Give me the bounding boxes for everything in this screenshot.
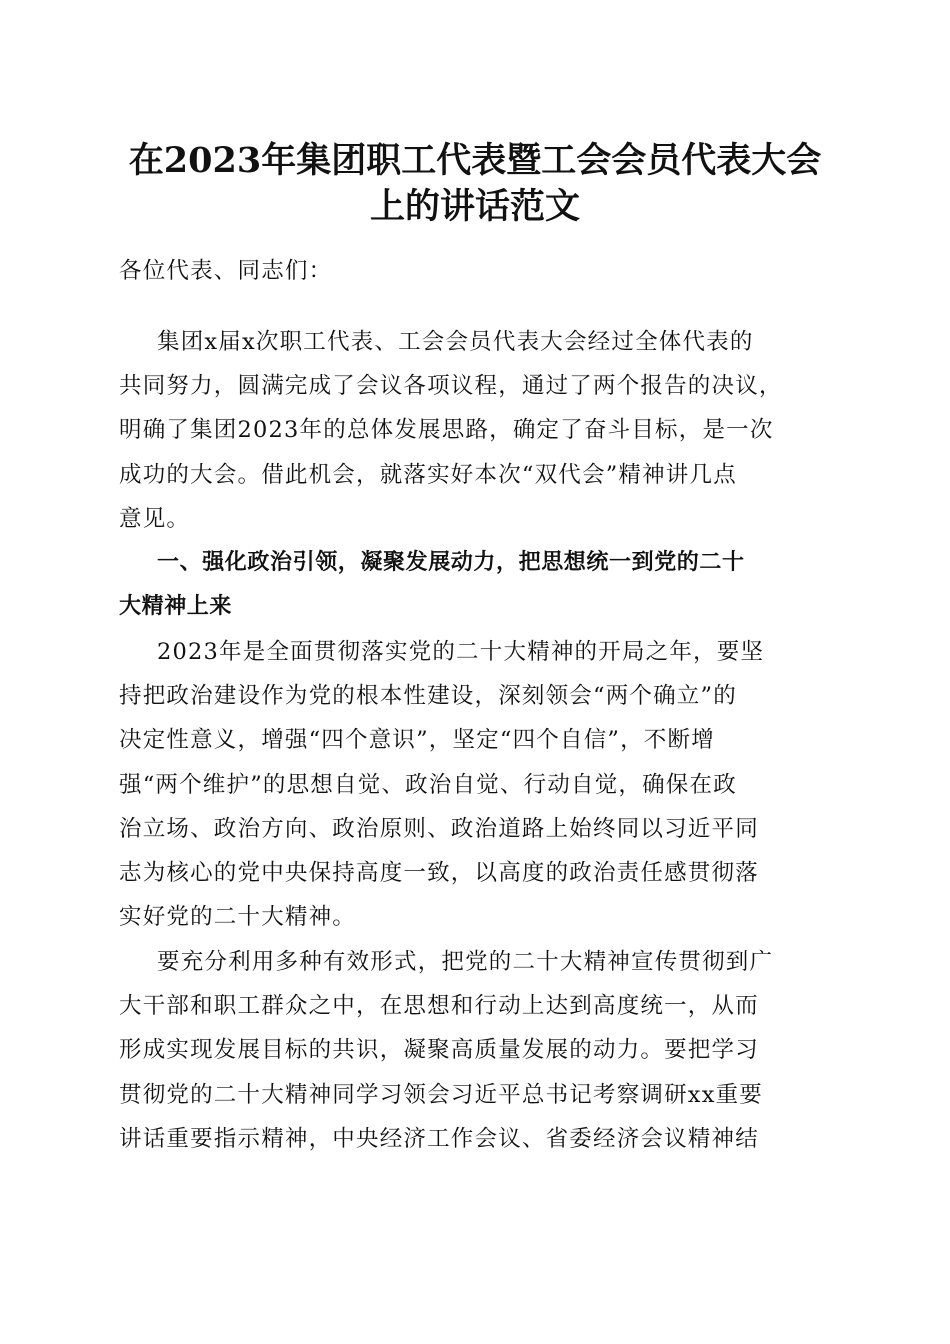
paragraph-line: 明确了集团2023年的总体发展思路，确定了奋斗目标，是一次 [119, 417, 774, 443]
paragraph-line: 强“两个维护”的思想自觉、政治自觉、行动自觉，确保在政 [119, 772, 737, 798]
paragraph-line: 意见。 [119, 506, 191, 532]
paragraph-line: 要充分利用多种有效形式，把党的二十大精神宣传贯彻到广 [157, 949, 774, 975]
paragraph-line: 决定性意义，增强“四个意识”，坚定“四个自信”，不断增 [119, 727, 715, 753]
paragraph-line: 实好党的二十大精神。 [119, 904, 357, 930]
paragraph-line: 大干部和职工群众之中，在思想和行动上达到高度统一，从而 [119, 993, 759, 1019]
paragraph-line: 形成实现发展目标的共识，凝聚高质量发展的动力。要把学习 [119, 1037, 759, 1063]
document-title-line-2: 上的讲话范文 [369, 186, 580, 227]
paragraph-line: 治立场、政治方向、政治原则、政治道路上始终同以习近平同 [119, 816, 759, 842]
paragraph-line: 讲话重要指示精神，中央经济工作会议、省委经济会议精神结 [119, 1126, 759, 1152]
paragraph-line: 成功的大会。借此机会，就落实好本次“双代会”精神讲几点 [119, 462, 737, 488]
document-title-line-1: 在2023年集团职工代表暨工会会员代表大会 [128, 140, 822, 181]
paragraph-line: 贯彻党的二十大精神同学习领会习近平总书记考察调研xx重要 [119, 1082, 763, 1108]
paragraph-line: 2023年是全面贯彻落实党的二十大精神的开局之年，要坚 [157, 639, 765, 665]
paragraph-line: 共同努力，圆满完成了会议各项议程，通过了两个报告的决议， [119, 373, 783, 399]
salutation: 各位代表、同志们： [119, 258, 333, 284]
paragraph-line: 持把政治建设作为党的根本性建设，深刻领会“两个确立”的 [119, 683, 737, 709]
section-heading: 一、强化政治引领，凝聚发展动力，把思想统一到党的二十 [157, 550, 745, 575]
section-heading: 大精神上来 [119, 594, 233, 619]
paragraph-line: 集团x届x次职工代表、工会会员代表大会经过全体代表的 [157, 329, 754, 355]
paragraph-line: 志为核心的党中央保持高度一致，以高度的政治责任感贯彻落 [119, 860, 759, 886]
